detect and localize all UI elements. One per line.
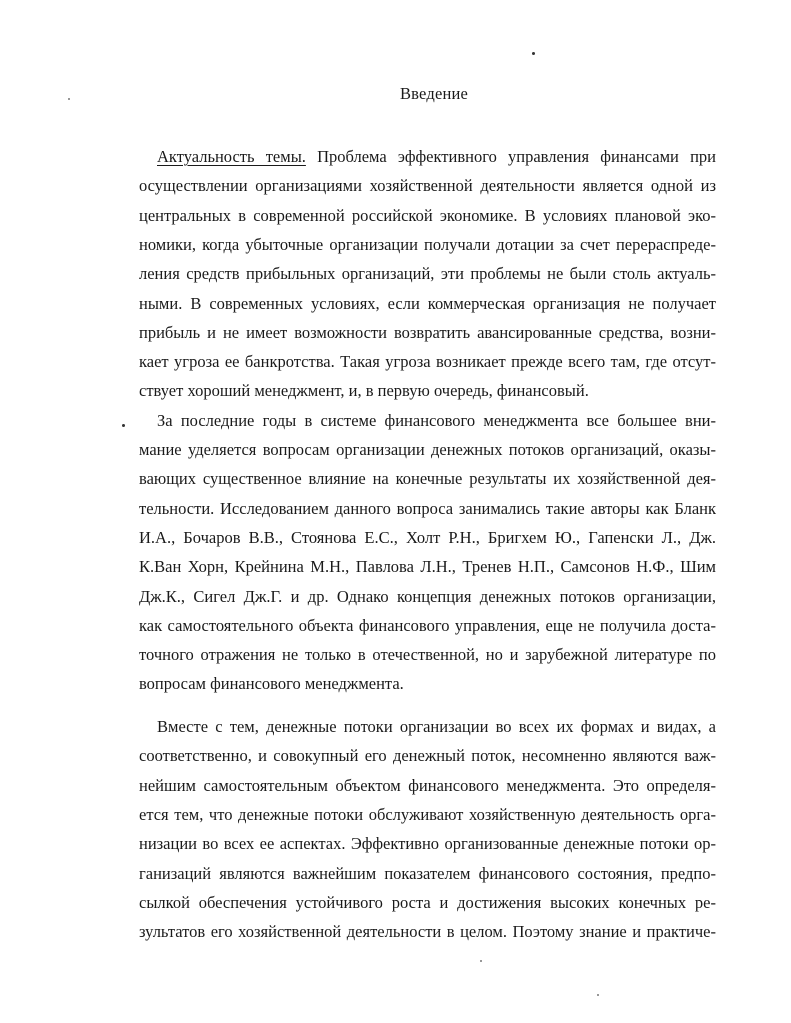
section-heading: Введение xyxy=(399,84,469,103)
text-line: сылкой обеспечения устойчивого роста и достижения высоких конечных ре- xyxy=(139,892,716,912)
text-line: ганизаций являются важнейшим показателем финансового состояния, предпо- xyxy=(139,863,716,883)
text-line: как самостоятельного объекта финансового управления, еще не получила доста- xyxy=(139,615,716,635)
text-line: нейшим самостоятельным объектом финансового менеджмента. Это определя- xyxy=(139,775,716,795)
text-line: Дж.К., Сигел Дж.Г. и др. Однако концепция денежных потоков организации, xyxy=(139,586,716,606)
scan-speck xyxy=(532,52,535,55)
text-line: соответственно, и совокупный его денежный поток, несомненно являются важ- xyxy=(139,746,716,766)
text-line: номики, когда убыточные организации получали дотации за счет перераспреде- xyxy=(139,234,716,254)
text-line: ными. В современных условиях, если коммерческая организация не получает xyxy=(139,293,716,313)
scan-speck xyxy=(597,994,599,996)
text-line: ствует хороший менеджмент, и, в первую очередь, финансовый. xyxy=(139,381,589,401)
paragraph-1-line-1 xyxy=(157,142,716,171)
text-line: За последние годы в системе финансового менеджмента все большее вни- xyxy=(157,410,716,430)
text-line: ления средств прибыльных организаций, эти проблемы не были столь актуаль- xyxy=(139,264,716,284)
text-line: мание уделяется вопросам организации денежных потоков организаций, оказы- xyxy=(139,440,716,459)
text-line: ется тем, что денежные потоки обслуживают хозяйственную деятельность орга- xyxy=(139,804,716,824)
text-line: И.А., Бочаров В.В., Стоянова Е.С., Холт Р.Н., Бригхем Ю., Гапенски Л., Дж. xyxy=(139,527,716,547)
text-line: вопросам финансового менеджмента. xyxy=(139,674,404,694)
scan-speck xyxy=(68,98,70,100)
text-line: К.Ван Хорн, Крейнина М.Н., Павлова Л.Н., Тренев Н.П., Самсонов Н.Ф., Шим xyxy=(139,557,716,577)
text-line: зультатов его хозяйственной деятельности в целом. Поэтому знание и практиче- xyxy=(139,922,716,942)
text-line: центральных в современной российской экономике. В условиях плановой эко- xyxy=(139,205,716,225)
text-line: осуществлении организациями хозяйственной деятельности является одной из xyxy=(139,176,716,196)
text-line: Вместе с тем, денежные потоки организации во всех их формах и видах, а xyxy=(157,717,716,736)
text-line: точного отражения не только в отечественной, но и зарубежной литературе по xyxy=(139,645,716,665)
text-line: тельности. Исследованием данного вопроса занимались такие авторы как Бланк xyxy=(139,498,716,518)
text-line: прибыль и не имеет возможности возвратить авансированные средства, возни- xyxy=(139,322,716,342)
scan-speck xyxy=(122,424,125,427)
scan-speck xyxy=(480,960,482,962)
text-line: вающих существенное влияние на конечные результаты их хозяйственной дея- xyxy=(139,469,716,489)
paragraph-1-line-1-rest: Проблема эффективного управления финансами при xyxy=(305,147,716,166)
text-line: кает угроза ее банкротства. Такая угроза возникает прежде всего там, где отсут- xyxy=(139,352,716,372)
text-line: низации во всех ее аспектах. Эффективно организованные денежные потоки ор- xyxy=(139,834,716,854)
topic-label: Актуальность темы. xyxy=(157,147,306,166)
